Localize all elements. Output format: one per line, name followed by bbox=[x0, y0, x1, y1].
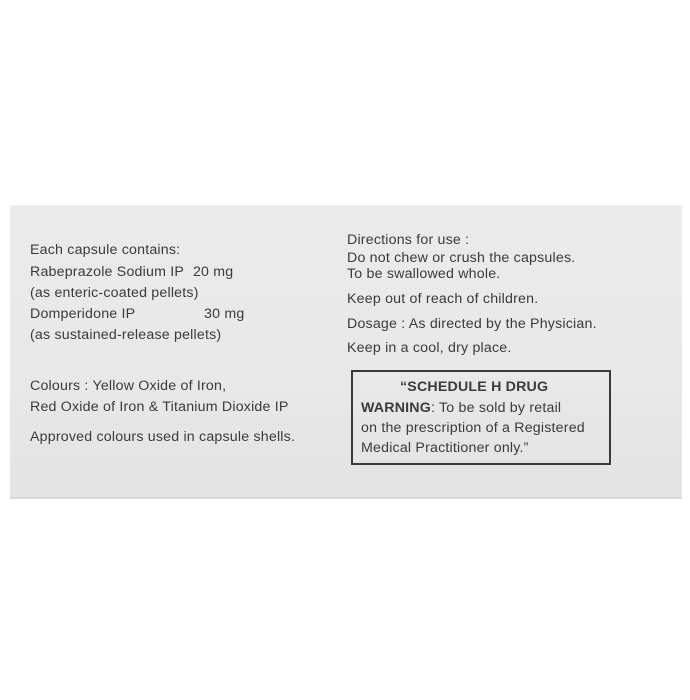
ingredient-1-dose: 20 mg bbox=[192, 264, 234, 280]
approved-colours: Approved colours used in capsule shells. bbox=[30, 429, 296, 445]
ingredient-1-note: (as enteric-coated pellets) bbox=[30, 285, 199, 301]
ingredient-1-name: Rabeprazole Sodium IP bbox=[30, 264, 184, 280]
storage-text: Keep in a cool, dry place. bbox=[347, 340, 512, 356]
directions-heading: Directions for use : bbox=[347, 232, 470, 248]
warning-title: “SCHEDULE H DRUG bbox=[400, 379, 549, 395]
directions-line-1: Do not chew or crush the capsules. bbox=[347, 250, 576, 266]
warning-line-1 bbox=[361, 399, 561, 417]
warning-line-3: Medical Practitioner only.” bbox=[361, 440, 529, 456]
dosage-text: Dosage : As directed by the Physician. bbox=[347, 316, 597, 332]
keep-out-of-reach: Keep out of reach of children. bbox=[347, 291, 539, 307]
ingredient-1 bbox=[30, 263, 233, 281]
ingredient-2 bbox=[30, 305, 245, 323]
ingredient-2-name: Domperidone IP bbox=[30, 306, 136, 322]
colours-line-2: Red Oxide of Iron & Titanium Dioxide IP bbox=[30, 399, 289, 415]
ingredient-2-dose: 30 mg bbox=[204, 306, 245, 322]
directions-line-2: To be swallowed whole. bbox=[347, 266, 501, 282]
warning-line-2: on the prescription of a Registered bbox=[361, 420, 585, 436]
contains-heading: Each capsule contains: bbox=[30, 242, 181, 258]
colours-line-1: Colours : Yellow Oxide of Iron, bbox=[30, 378, 227, 394]
warning-label: WARNING bbox=[361, 400, 431, 416]
warning-line-1-rest: : To be sold by retail bbox=[430, 400, 562, 416]
ingredient-2-note: (as sustained-release pellets) bbox=[30, 327, 222, 343]
